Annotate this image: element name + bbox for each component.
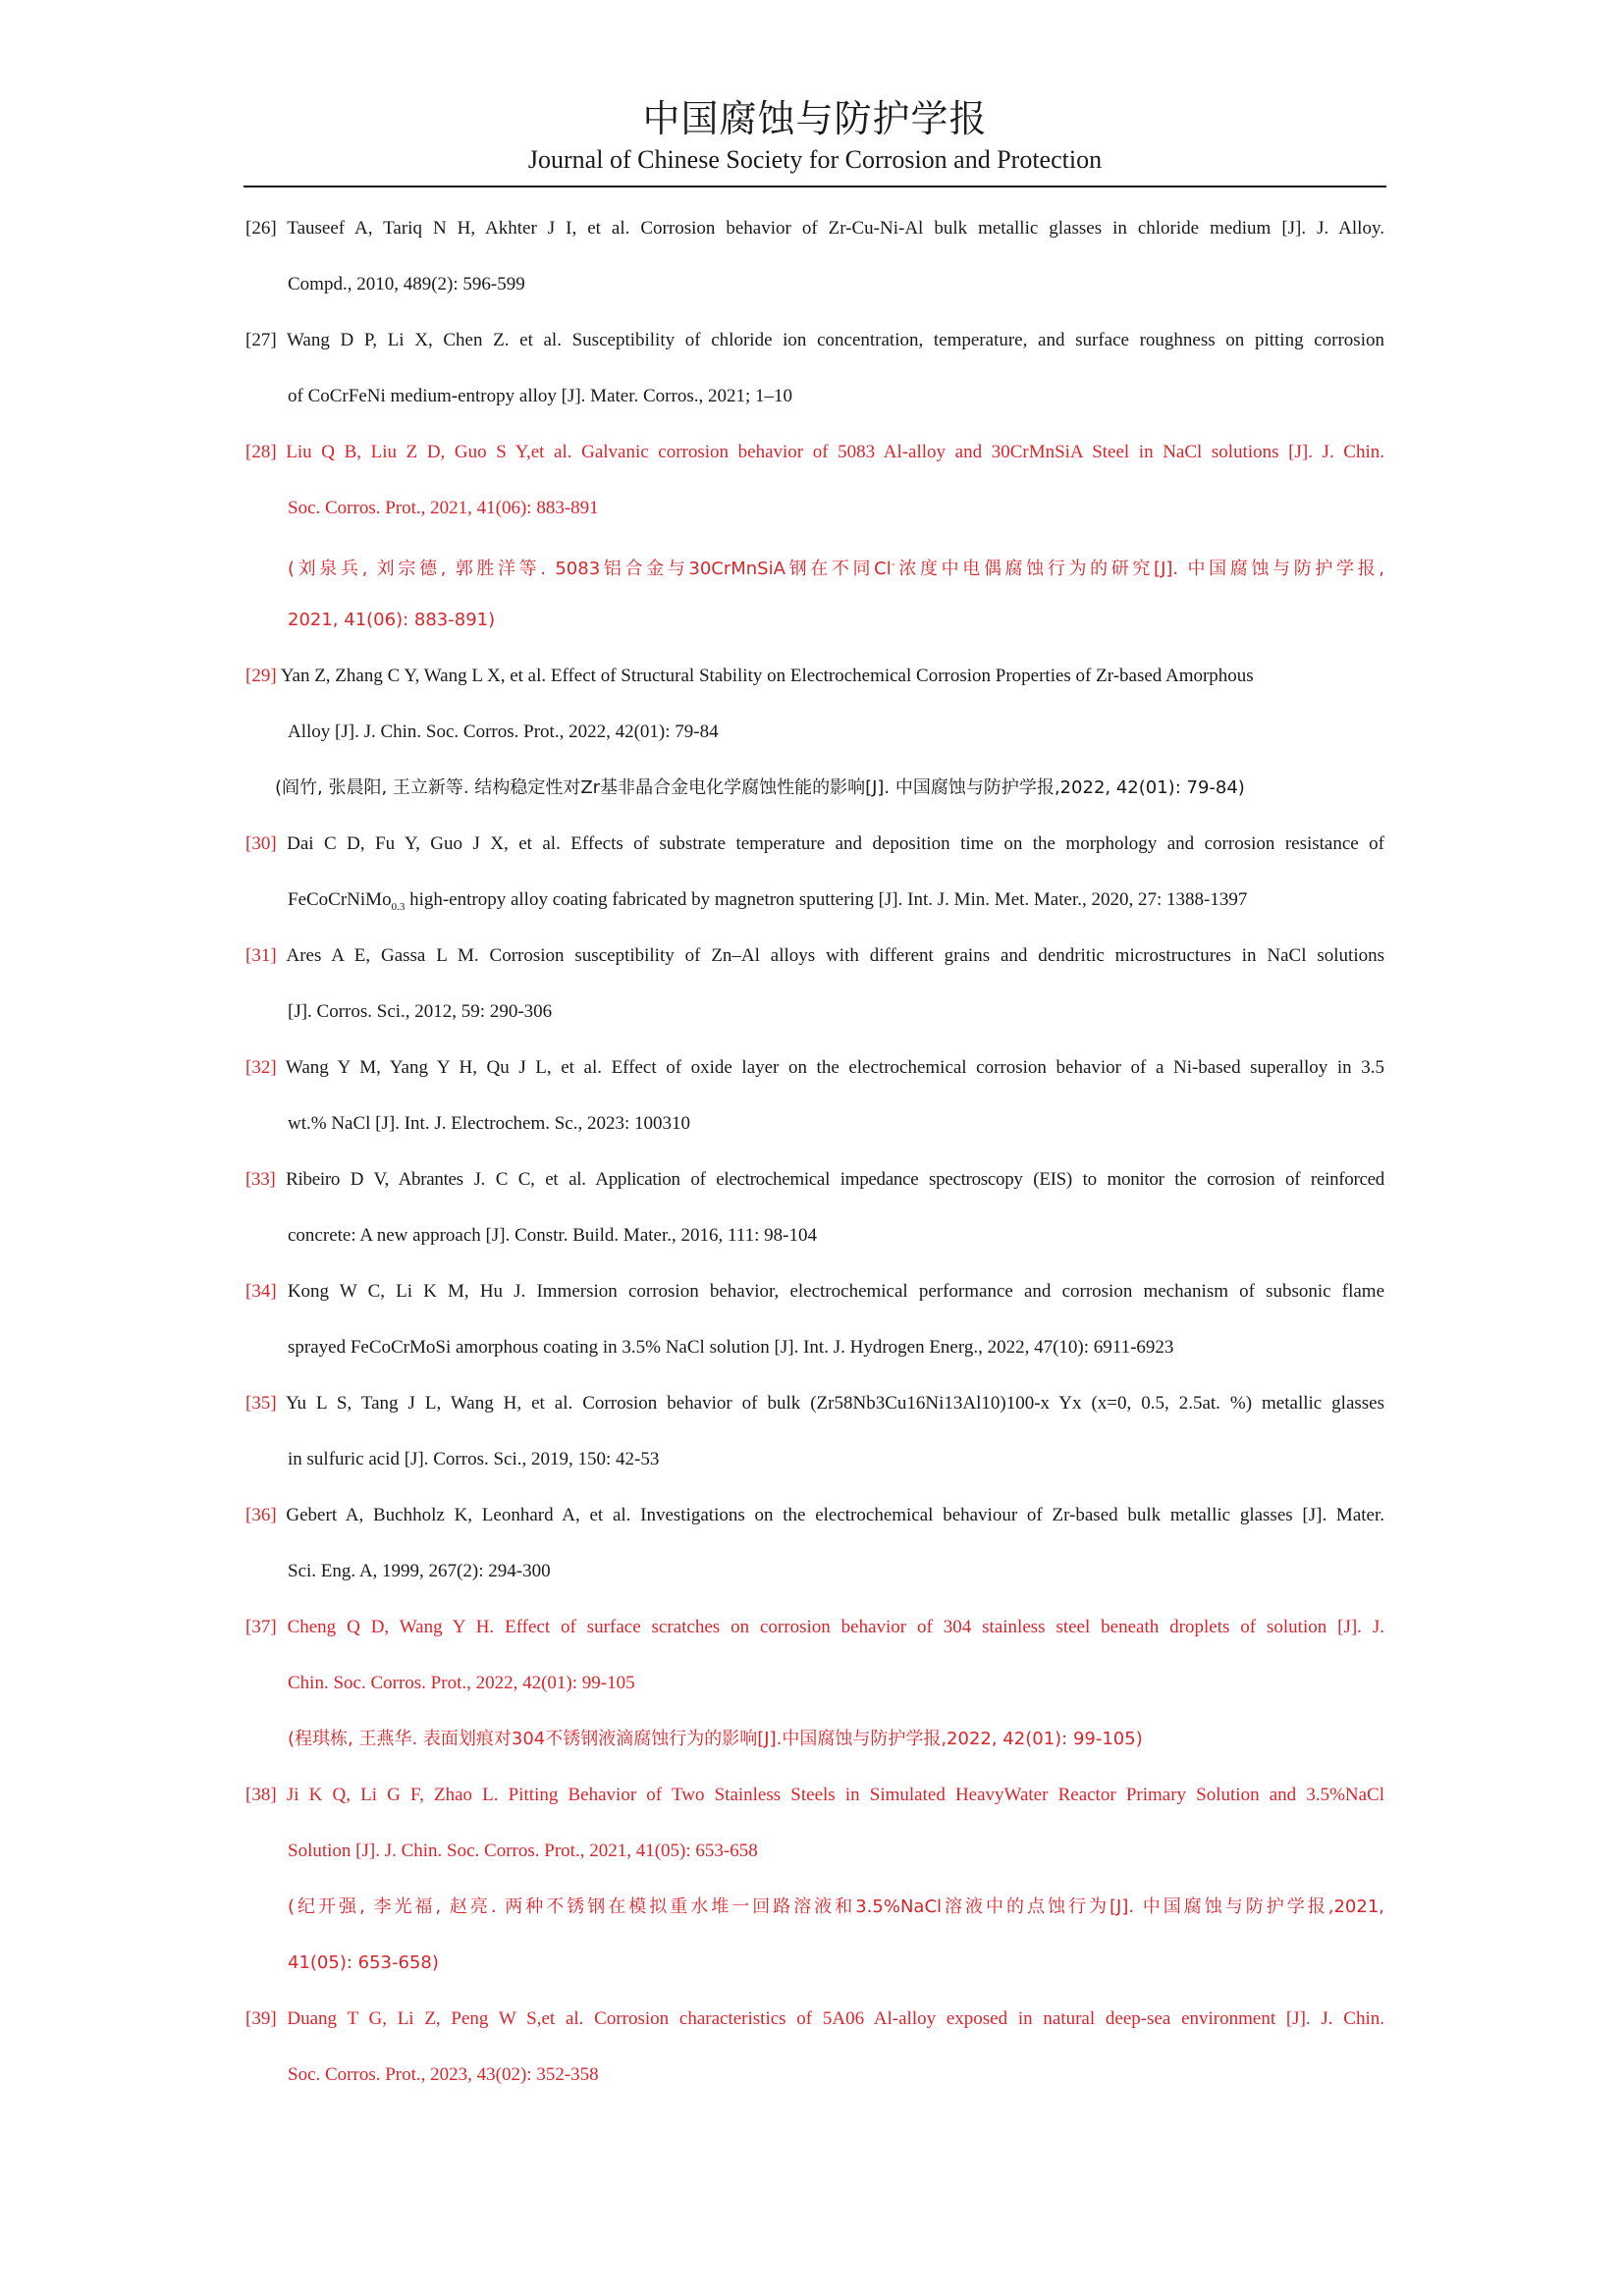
reference-text: Gebert A, Buchholz K, Leonhard A, et al. Investigations on the electrochemical behaviour of Zr-based bulk metallic glasses [J]. Mater. (286, 1505, 1385, 1525)
reference-chinese-translation-continued: 41(05): 653-658) (288, 1952, 439, 1973)
reference-text-continued: Compd., 2010, 489(2): 596-599 (288, 274, 525, 294)
reference-number: [39] (245, 2008, 277, 2029)
reference-text: Cheng Q D, Wang Y H. Effect of surface scratches on corrosion behavior of 304 stainless steel beneath droplets of solution [J]. J. (287, 1617, 1384, 1637)
reference-text-continued: wt.% NaCl [J]. Int. J. Electrochem. Sc., 2023: 100310 (288, 1113, 691, 1134)
reference-text: Kong W C, Li K M, Hu J. Immersion corrosion behavior, electrochemical performance and corrosion mechanism of subsonic flame (287, 1281, 1385, 1302)
reference-chinese-translation-continued: 2021, 41(06): 883-891) (288, 610, 496, 630)
reference-37 (245, 1605, 1384, 1773)
reference-29 (245, 654, 1384, 822)
reference-text-continued: Alloy [J]. J. Chin. Soc. Corros. Prot., 2022, 42(01): 79-84 (288, 721, 719, 742)
reference-34 (245, 1269, 1384, 1381)
reference-number: [26] (245, 218, 277, 239)
reference-text: Tauseef A, Tariq N H, Akhter J I, et al. Corrosion behavior of Zr-Cu-Ni-Al bulk metallic glasses in chloride medium [J]. J. Alloy. (287, 218, 1384, 239)
reference-text-continued: [J]. Corros. Sci., 2012, 59: 290-306 (288, 1001, 553, 1022)
reference-38 (245, 1773, 1384, 1997)
reference-chinese-translation: (程琪栋, 王燕华. 表面划痕对304不锈钢液滴腐蚀行为的影响[J].中国腐蚀与防护学报,2022, 42(01): 99-105) (288, 1729, 1143, 1749)
reference-number: [33] (245, 1169, 276, 1190)
reference-text-continued: in sulfuric acid [J]. Corros. Sci., 2019, 150: 42-53 (288, 1449, 660, 1469)
header-divider (244, 186, 1386, 187)
reference-text-continued: of CoCrFeNi medium-entropy alloy [J]. Mater. Corros., 2021; 1–10 (288, 386, 792, 406)
reference-number: [36] (245, 1505, 277, 1525)
reference-text-continued: Soc. Corros. Prot., 2021, 41(06): 883-891 (288, 498, 599, 518)
journal-header (244, 94, 1386, 177)
reference-text: Ares A E, Gassa L M. Corrosion susceptibility of Zn–Al alloys with different grains and dendritic microstructures in NaCl solutions (286, 945, 1385, 966)
reference-text-continued: Solution [J]. J. Chin. Soc. Corros. Prot., 2021, 41(05): 653-658 (288, 1841, 758, 1861)
reference-text-continued: sprayed FeCoCrMoSi amorphous coating in 3.5% NaCl solution [J]. Int. J. Hydrogen Energ., 2022, 47(10): 6911-6923 (288, 1337, 1174, 1358)
reference-number: [35] (245, 1393, 277, 1414)
reference-text-continued: Soc. Corros. Prot., 2023, 43(02): 352-358 (288, 2064, 599, 2085)
reference-text: Ribeiro D V, Abrantes J. C C, et al. Application of electrochemical impedance spectroscopy (EIS) to monitor the corrosion of reinforced (286, 1169, 1384, 1190)
reference-chinese-translation: (刘泉兵, 刘宗德, 郭胜洋等. 5083铝合金与30CrMnSiA钢在不同Cl-浓度中电偶腐蚀行为的研究[J]. 中国腐蚀与防护学报, (288, 558, 1384, 579)
reference-30 (245, 822, 1384, 934)
reference-number: [37] (245, 1617, 277, 1637)
reference-number: [32] (245, 1057, 277, 1078)
reference-number: [27] (245, 330, 277, 350)
reference-31 (245, 934, 1384, 1045)
reference-number: [30] (245, 833, 277, 854)
reference-26 (245, 206, 1384, 318)
reference-text: Yan Z, Zhang C Y, Wang L X, et al. Effect of Structural Stability on Electrochemical Corrosion Properties of Zr-based Amorphous (280, 666, 1254, 686)
reference-32 (245, 1045, 1384, 1157)
reference-33 (245, 1157, 1384, 1269)
reference-text: Wang D P, Li X, Chen Z. et al. Susceptibility of chloride ion concentration, temperature, and surface roughness on pitting corrosion (286, 330, 1384, 350)
reference-text: Wang Y M, Yang Y H, Qu J L, et al. Effect of oxide layer on the electrochemical corrosion behavior of a Ni-based superalloy in 3.5 (285, 1057, 1384, 1078)
reference-28 (245, 430, 1384, 654)
reference-text-continued: concrete: A new approach [J]. Constr. Build. Mater., 2016, 111: 98-104 (288, 1225, 817, 1246)
reference-chinese-translation: (纪开强, 李光福, 赵亮. 两种不锈钢在模拟重水堆一回路溶液和3.5%NaCl溶液中的点蚀行为[J]. 中国腐蚀与防护学报,2021, (288, 1896, 1384, 1917)
reference-number: [31] (245, 945, 277, 966)
reference-text: Yu L S, Tang J L, Wang H, et al. Corrosion behavior of bulk (Zr58Nb3Cu16Ni13Al10)100-x Yx (x=0, 0.5, 2.5at. %) metallic glasses (285, 1393, 1385, 1414)
journal-title-chinese: 中国腐蚀与防护学报 (642, 97, 988, 140)
reference-text-continued: FeCoCrNiMo$_{0.3}$ high-entropy alloy coating fabricated by magnetron sputtering [J]. Int. J. Min. Met. Mater., 2020, 27: 1388-1397 (288, 889, 1248, 913)
reference-chinese-translation: (阎竹, 张晨阳, 王立新等. 结构稳定性对Zr基非晶合金电化学腐蚀性能的影响[J]. 中国腐蚀与防护学报,2022, 42(01): 79-84) (275, 777, 1245, 798)
journal-title-english: Journal of Chinese Society for Corrosion and Protection (527, 145, 1103, 174)
reference-number: [38] (245, 1785, 277, 1805)
reference-text: Ji K Q, Li G F, Zhao L. Pitting Behavior of Two Stainless Steels in Simulated HeavyWater Reactor Primary Solution and 3.5%NaCl (286, 1785, 1384, 1805)
reference-text: Dai C D, Fu Y, Guo J X, et al. Effects of substrate temperature and deposition time on the morphology and corrosion resistance of (287, 833, 1385, 854)
reference-text: Liu Q B, Liu Z D, Guo S Y,et al. Galvanic corrosion behavior of 5083 Al-alloy and 30CrMnSiA Steel in NaCl solutions [J]. J. Chin. (286, 442, 1384, 462)
reference-text: Duang T G, Li Z, Peng W S,et al. Corrosion characteristics of 5A06 Al-alloy exposed in natural deep-sea environment [J]. J. Chin. (287, 2008, 1384, 2029)
reference-text-continued: Sci. Eng. A, 1999, 267(2): 294-300 (288, 1561, 551, 1581)
reference-list (245, 206, 1384, 2109)
reference-36 (245, 1493, 1384, 1605)
reference-number: [28] (245, 442, 277, 462)
reference-number: [34] (245, 1281, 277, 1302)
reference-35 (245, 1381, 1384, 1493)
reference-39 (245, 1997, 1384, 2109)
reference-number: [29] (245, 666, 277, 686)
reference-text-continued: Chin. Soc. Corros. Prot., 2022, 42(01): 99-105 (288, 1673, 635, 1693)
reference-27 (245, 318, 1384, 430)
